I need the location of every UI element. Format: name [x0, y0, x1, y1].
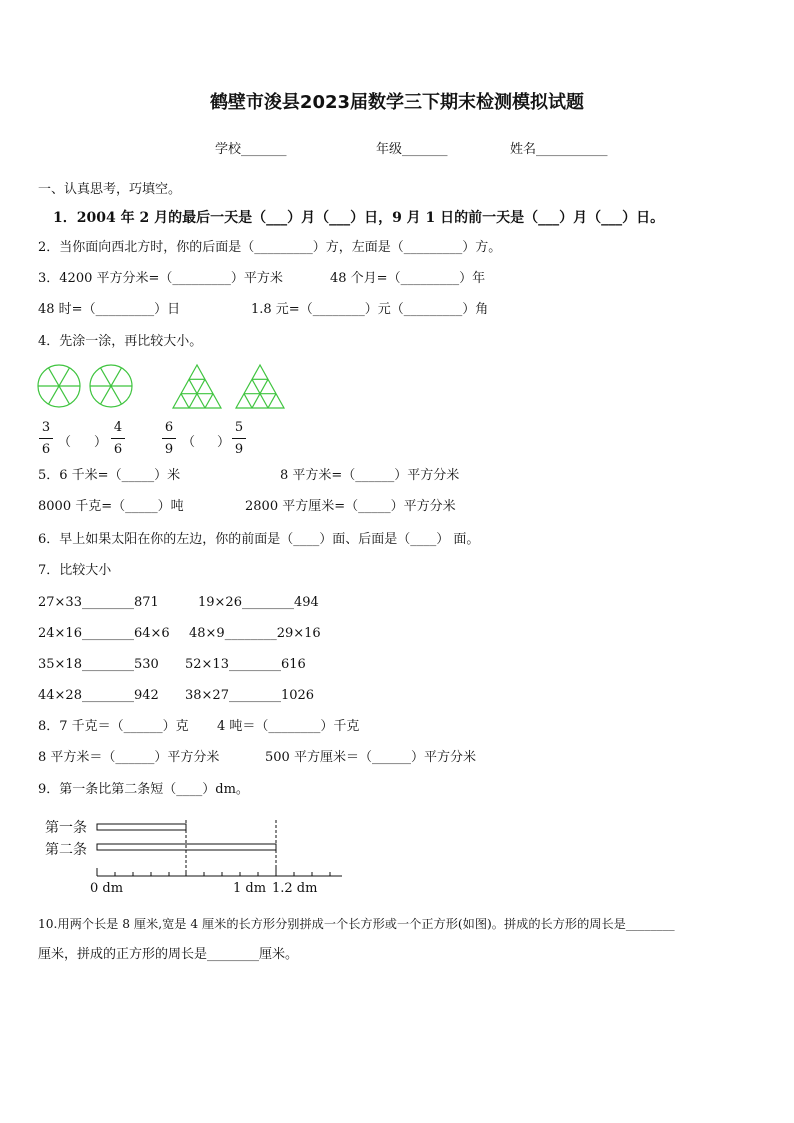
tick-label-1-2: 1.2 dm: [272, 881, 318, 896]
compare-row-1b: 19×26________494: [198, 595, 319, 610]
question-7: 7．比较大小: [38, 563, 112, 578]
triangle-9-parts: [173, 365, 221, 408]
tick-label-0: 0 dm: [90, 881, 124, 896]
question-1: 1．2004 年 2 月的最后一天是（___）月（___）日，9 月 1 日的前一天是（___）月（___）日。: [53, 210, 665, 226]
first-bar: [97, 824, 186, 830]
compare-row-3a: 35×18________530: [38, 657, 159, 672]
question-2: 2．当你面向西北方时，你的后面是（_________）方，左面是（_________）方。: [38, 240, 502, 255]
section-heading: 一、认真思考，巧填空。: [38, 182, 182, 197]
label-second-bar: 第二条: [45, 842, 87, 858]
compare-row-3b: 52×13________616: [185, 657, 306, 672]
fraction-4: [232, 421, 246, 457]
fraction-3: [162, 421, 176, 457]
compare-paren-right-1: ）: [94, 435, 108, 450]
name-field: 姓名___________: [510, 142, 608, 157]
tick-label-1: 1 dm: [233, 881, 267, 896]
question-10-line-1: 10.用两个长是 8 厘米,宽是 4 厘米的长方形分别拼成一个长方形或一个正方形(如图)。拼成的长方形的周长是________: [38, 917, 675, 931]
question-8c: 8 平方米＝（______）平方分米: [38, 750, 220, 765]
fraction-3-den: 9: [164, 442, 174, 457]
label-first-bar: 第一条: [45, 820, 87, 836]
school-field: 学校_______: [215, 142, 287, 157]
fraction-2: [111, 421, 125, 457]
fraction-3-num: 6: [164, 420, 174, 435]
fraction-2-num: 4: [113, 420, 123, 435]
fraction-1-num: 3: [41, 420, 51, 435]
circle-6-parts-2: [90, 365, 132, 407]
grade-field: 年级_______: [376, 142, 448, 157]
compare-row-1a: 27×33________871: [38, 595, 159, 610]
page-title: 鹤壁市浚县2023届数学三下期末检测模拟试题: [209, 92, 585, 113]
question-5a: 5．6 千米=（_____）米: [38, 468, 181, 483]
question-8b: 4 吨＝（________）千克: [217, 719, 360, 734]
ruler-ticks: [97, 868, 330, 876]
compare-row-2a: 24×16________64×6: [38, 626, 170, 641]
question-3c: 48 时=（_________）日: [38, 302, 181, 317]
compare-paren-right-2: ）: [217, 435, 231, 450]
fraction-2-den: 6: [113, 442, 123, 457]
compare-row-4a: 44×28________942: [38, 688, 159, 703]
compare-paren-left-2: （: [182, 435, 196, 450]
question-5c: 8000 千克=（_____）吨: [38, 499, 184, 514]
fraction-1-den: 6: [41, 442, 51, 457]
triangle-9-parts-2: [236, 365, 284, 408]
question-10-line-2: 厘米，拼成的正方形的周长是________厘米。: [38, 947, 299, 962]
fraction-4-den: 9: [234, 442, 244, 457]
question-3a: 3．4200 平方分米=（_________）平方米: [38, 271, 283, 286]
q9-line-diagram: [40, 812, 350, 900]
question-3b: 48 个月=（_________）年: [330, 271, 486, 286]
circle-6-parts: [38, 365, 80, 407]
question-3d: 1.8 元=（________）元（_________）角: [251, 302, 489, 317]
question-8d: 500 平方厘米＝（______）平方分米: [265, 750, 476, 765]
question-9: 9．第一条比第二条短（____）dm。: [38, 782, 249, 797]
q4-figures: [36, 362, 296, 412]
question-5d: 2800 平方厘米=（_____）平方分米: [245, 499, 456, 514]
fraction-1: [39, 421, 53, 457]
question-8a: 8．7 千克＝（______）克: [38, 719, 189, 734]
question-6: 6．早上如果太阳在你的左边，你的前面是（____）面、后面是（____） 面。: [38, 532, 480, 547]
fraction-4-num: 5: [234, 420, 244, 435]
compare-paren-left-1: （: [58, 435, 72, 450]
question-4: 4．先涂一涂，再比较大小。: [38, 334, 203, 349]
question-5b: 8 平方米=（______）平方分米: [280, 468, 460, 483]
compare-row-2b: 48×9________29×16: [189, 626, 321, 641]
compare-row-4b: 38×27________1026: [185, 688, 315, 703]
